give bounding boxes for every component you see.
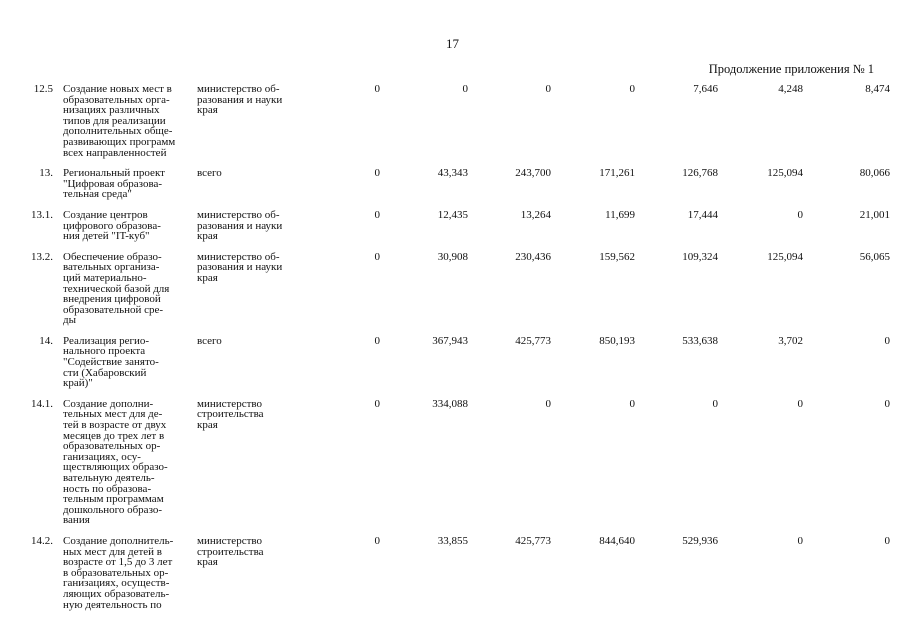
row-value: 11,699	[605, 208, 635, 221]
table-row	[0, 399, 890, 526]
row-value: 0	[797, 208, 803, 221]
continuation-label: Продолжение приложения № 1	[708, 62, 874, 76]
table-row	[0, 168, 890, 200]
row-value: 159,562	[599, 250, 635, 263]
row-responsible: министерство об- разования и науки края	[197, 208, 283, 243]
row-description: Создание дополнитель- ных мест для детей в возрасте от 1,5 до 3 лет в образовательных ор- ганизациях, осуществ- ляющих образователь- ную деятельность по	[63, 534, 174, 611]
row-value: 230,436	[515, 250, 551, 263]
page-number: 17	[446, 36, 459, 51]
row-description: Создание дополни- тельных мест для де- тей в возрасте от двух месяцев до трех лет в образовательных ор- ганизациях, осу- ществляющих образо- вательную деятель- ность по образова- тельным программам дошкольного образо- вания	[63, 397, 168, 527]
row-value: 533,638	[682, 334, 718, 347]
row-value: 4,248	[778, 83, 803, 95]
row-description: Региональный проект "Цифровая образова- тельная среда"	[63, 167, 165, 201]
row-responsible: всего	[197, 167, 222, 180]
row-value: 0	[374, 250, 380, 263]
row-value: 12,435	[437, 208, 468, 221]
row-description: Реализация регио- нального проекта "Содействие занято- сти (Хабаровский край)"	[63, 334, 159, 390]
row-value: 126,768	[682, 167, 718, 180]
row-value: 0	[374, 208, 380, 221]
row-value: 0	[884, 334, 890, 347]
row-value: 0	[374, 83, 380, 95]
row-responsible: министерство строительства края	[197, 534, 264, 569]
row-value: 21,001	[859, 208, 890, 221]
row-number: 13.1.	[31, 208, 53, 221]
row-number: 12.5	[33, 83, 53, 95]
row-value: 0	[545, 83, 551, 95]
row-value: 850,193	[599, 334, 635, 347]
row-value: 109,324	[682, 250, 718, 263]
row-value: 17,444	[687, 208, 718, 221]
row-value: 0	[629, 397, 635, 410]
row-responsible: министерство строительства края	[197, 397, 264, 432]
table-row	[0, 536, 890, 610]
row-value: 0	[374, 397, 380, 410]
row-value: 0	[462, 83, 468, 95]
row-description: Создание новых мест в образовательных орга- низациях различных типов для реализации дополнительных обще- развивающих программ всех направленностей	[63, 83, 176, 159]
row-value: 334,088	[432, 397, 468, 410]
row-number: 14.1.	[31, 397, 53, 410]
row-responsible: министерство об- разования и науки края	[197, 83, 283, 117]
row-value: 171,261	[599, 167, 635, 180]
row-value: 3,702	[778, 334, 803, 347]
row-responsible: министерство об- разования и науки края	[197, 250, 283, 284]
row-value: 529,936	[682, 534, 718, 547]
row-value: 125,094	[767, 250, 803, 263]
row-value: 80,066	[859, 167, 890, 180]
row-value: 0	[712, 397, 718, 410]
row-value: 43,343	[437, 167, 468, 180]
row-value: 425,773	[515, 334, 551, 347]
row-value: 8,474	[865, 83, 890, 95]
table-body	[0, 84, 890, 610]
row-number: 14.2.	[31, 534, 53, 547]
row-description: Создание центров цифрового образова- ния детей "IT-куб"	[63, 208, 161, 243]
row-value: 7,646	[693, 83, 718, 95]
row-number: 13.2.	[31, 250, 53, 263]
row-value: 0	[374, 534, 380, 547]
table-row	[0, 84, 890, 158]
row-value: 0	[374, 167, 380, 180]
row-value: 0	[884, 397, 890, 410]
table-row	[0, 210, 890, 242]
row-value: 367,943	[432, 334, 468, 347]
row-value: 56,065	[859, 250, 890, 263]
table-row	[0, 336, 890, 389]
row-number: 13.	[39, 167, 53, 180]
row-value: 0	[545, 397, 551, 410]
row-value: 13,264	[520, 208, 551, 221]
row-value: 0	[374, 334, 380, 347]
row-value: 0	[797, 534, 803, 547]
row-value: 0	[884, 534, 890, 547]
row-value: 33,855	[437, 534, 468, 547]
row-value: 0	[629, 83, 635, 95]
row-value: 425,773	[515, 534, 551, 547]
row-value: 243,700	[515, 167, 551, 180]
row-value: 0	[797, 397, 803, 410]
row-description: Обеспечение образо- вательных организа- ций материально- технической базой для внедрения цифровой образовательной сре- ды	[63, 250, 170, 327]
program-table	[0, 84, 890, 610]
table-row	[0, 252, 890, 326]
row-responsible: всего	[197, 334, 222, 347]
row-number: 14.	[39, 334, 53, 347]
row-value: 125,094	[767, 167, 803, 180]
row-value: 844,640	[599, 534, 635, 547]
row-value: 30,908	[437, 250, 468, 263]
